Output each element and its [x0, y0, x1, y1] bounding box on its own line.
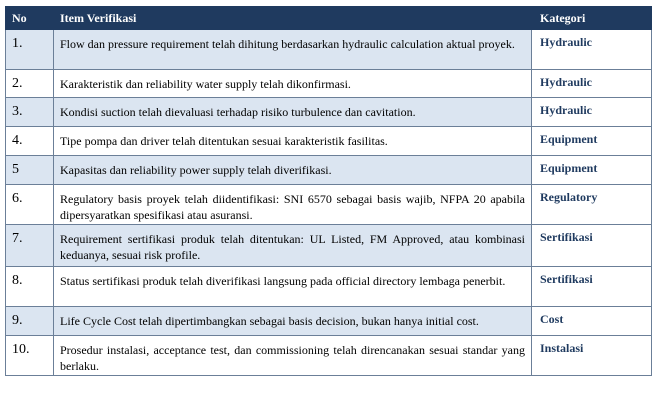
table-row	[6, 225, 652, 267]
row-number: 1.	[6, 30, 54, 70]
row-kategori: Equipment	[532, 156, 652, 185]
table-header-row	[6, 7, 652, 30]
verification-table	[5, 6, 652, 376]
row-kategori: Hydraulic	[532, 30, 652, 70]
row-kategori: Regulatory	[532, 185, 652, 225]
row-item: Flow dan pressure requirement telah dihitung berdasarkan hydraulic calculation aktual proyek.	[54, 30, 532, 70]
row-item: Kondisi suction telah dievaluasi terhadap risiko turbulence dan cavitation.	[54, 98, 532, 127]
table-row	[6, 98, 652, 127]
row-number: 4.	[6, 127, 54, 156]
row-kategori: Cost	[532, 307, 652, 336]
row-number: 5	[6, 156, 54, 185]
row-item: Requirement sertifikasi produk telah ditentukan: UL Listed, FM Approved, atau kombinasi keduanya, sesuai risk profile.	[54, 225, 532, 267]
verification-table-container	[5, 6, 651, 376]
row-item: Prosedur instalasi, acceptance test, dan commissioning telah direncanakan sesuai standar yang berlaku.	[54, 336, 532, 376]
table-row	[6, 156, 652, 185]
row-item: Regulatory basis proyek telah diidentifikasi: SNI 6570 sebagai basis wajib, NFPA 20 apabila dipersyaratkan spesifikasi atau asuransi.	[54, 185, 532, 225]
table-row	[6, 70, 652, 98]
row-number: 7.	[6, 225, 54, 267]
row-kategori: Sertifikasi	[532, 225, 652, 267]
row-kategori: Hydraulic	[532, 70, 652, 98]
header-item-verifikasi: Item Verifikasi	[54, 7, 532, 30]
row-kategori: Equipment	[532, 127, 652, 156]
row-number: 3.	[6, 98, 54, 127]
row-item: Life Cycle Cost telah dipertimbangkan sebagai basis decision, bukan hanya initial cost.	[54, 307, 532, 336]
row-kategori: Hydraulic	[532, 98, 652, 127]
row-number: 2.	[6, 70, 54, 98]
header-no: No	[6, 7, 54, 30]
row-item: Kapasitas dan reliability power supply telah diverifikasi.	[54, 156, 532, 185]
row-number: 8.	[6, 267, 54, 307]
row-kategori: Instalasi	[532, 336, 652, 376]
table-row	[6, 336, 652, 376]
row-item: Karakteristik dan reliability water supply telah dikonfirmasi.	[54, 70, 532, 98]
table-row	[6, 30, 652, 70]
row-item: Tipe pompa dan driver telah ditentukan sesuai karakteristik fasilitas.	[54, 127, 532, 156]
table-row	[6, 185, 652, 225]
row-number: 10.	[6, 336, 54, 376]
table-row	[6, 267, 652, 307]
header-kategori: Kategori	[532, 7, 652, 30]
row-number: 9.	[6, 307, 54, 336]
row-item: Status sertifikasi produk telah diverifikasi langsung pada official directory lembaga penerbit.	[54, 267, 532, 307]
row-number: 6.	[6, 185, 54, 225]
table-row	[6, 127, 652, 156]
table-row	[6, 307, 652, 336]
row-kategori: Sertifikasi	[532, 267, 652, 307]
